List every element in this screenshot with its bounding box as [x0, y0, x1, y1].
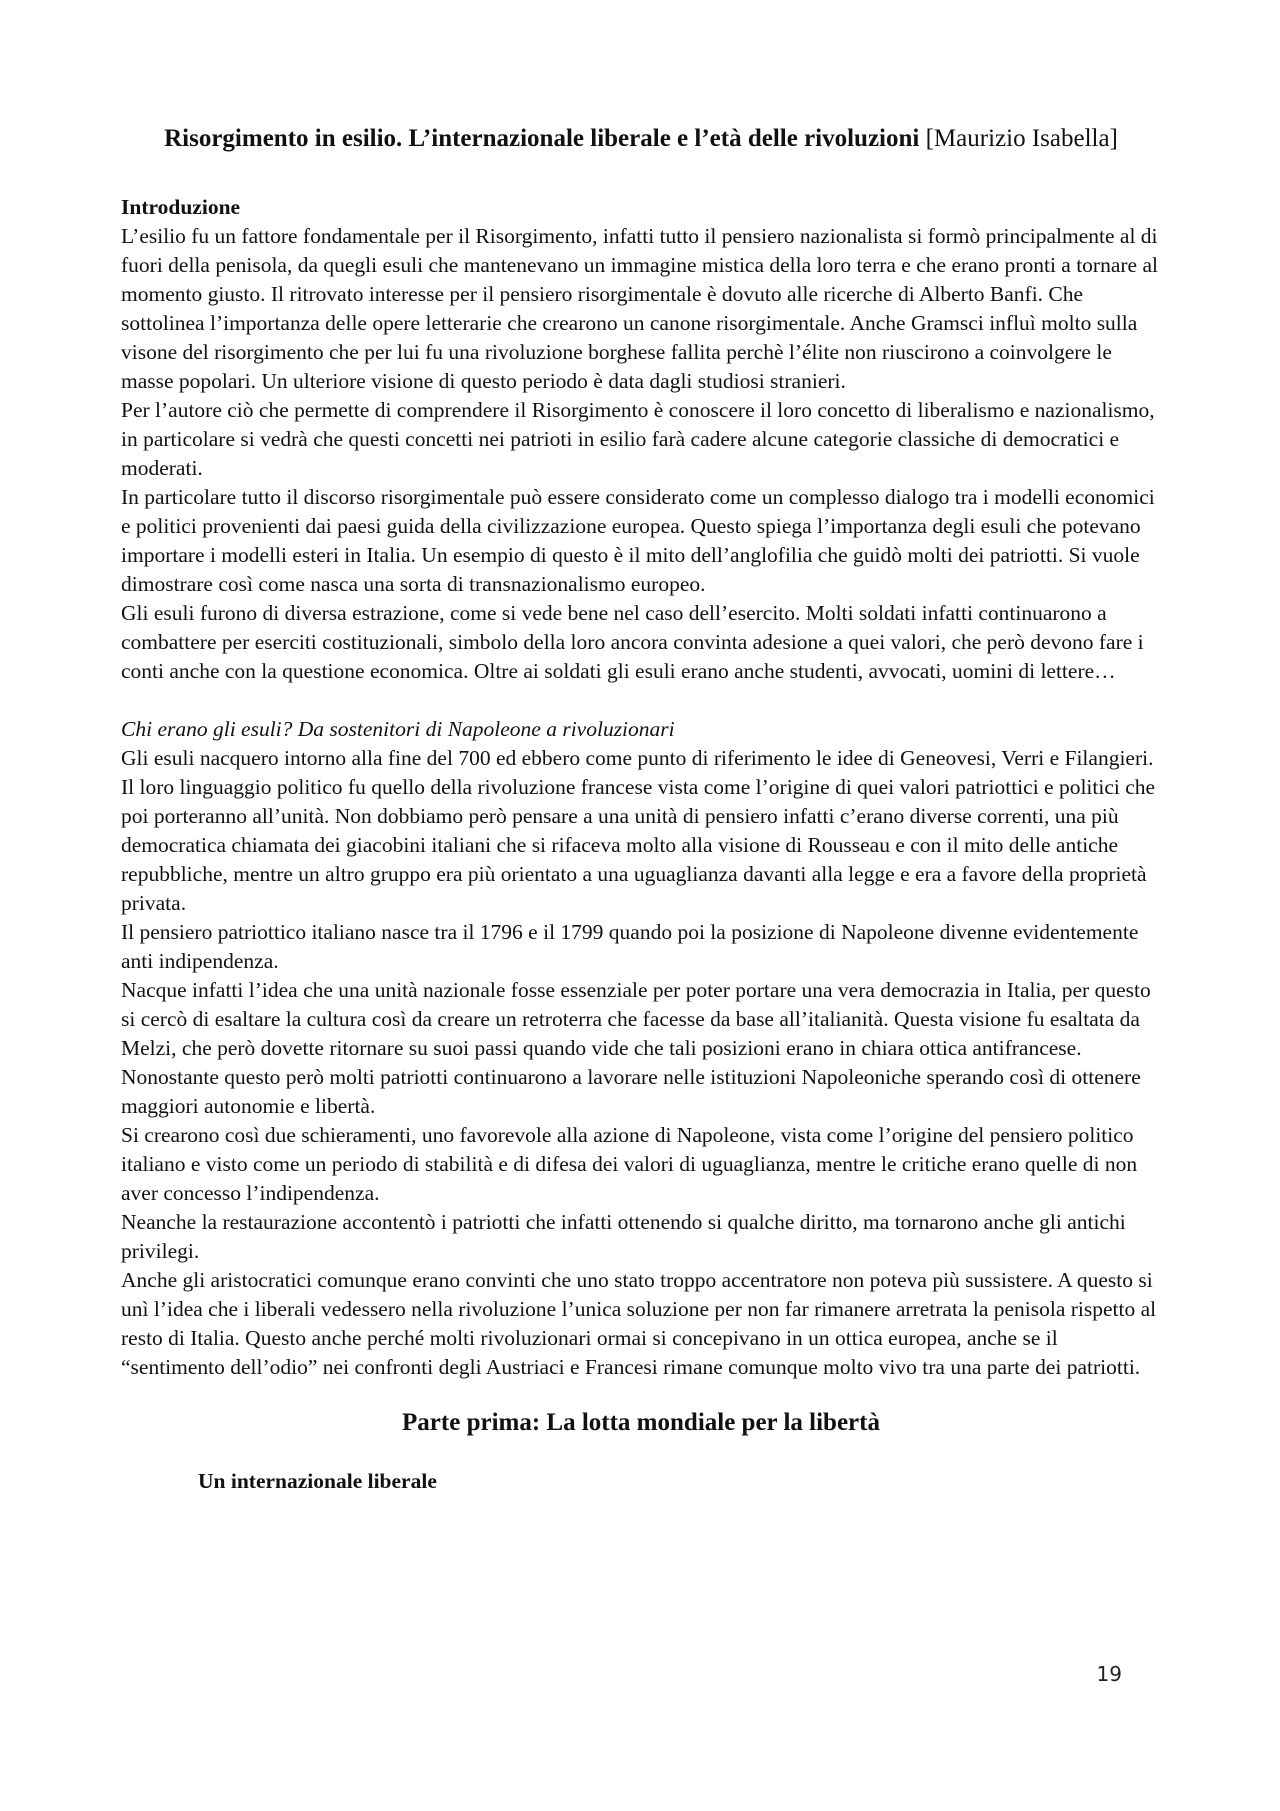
section-paragraph: Si crearono così due schieramenti, uno favorevole alla azione di Napoleone, vista come l’origine del pensiero politico italiano e visto come un periodo di stabilità e di difesa dei valori di uguaglianza, mentre le critiche erano quelle di non aver concesso l’indipendenza. — [121, 1123, 1138, 1205]
section-paragraph: Anche gli aristocratici comunque erano convinti che uno stato troppo accentratore non poteva più sussistere. A questo si unì l’idea che i liberali vedessero nella rivoluzione l’unica soluzione per non far rimanere arretrata la penisola rispetto al resto di Italia. Questo anche perché molti rivoluzionari ormai si concepivano in un ottica europea, anche se il “sentimento dell’odio” nei confronti degli Austriaci e Francesi rimane comunque molto vivo tra una parte dei patriotti. — [121, 1268, 1157, 1379]
intro-paragraph: In particolare tutto il discorso risorgimentale può essere considerato come un complesso dialogo tra i modelli economici e politici provenienti dai paesi guida della civilizzazione europea. Questo spiega l’importanza degli esuli che potevano importare i modelli esteri in Italia. Un esempio di questo è il mito dell’anglofilia che guidò molti dei patriotti. Si vuole dimostrare così come nasca una sorta di transnazionalismo europeo. — [121, 485, 1155, 596]
page-content — [121, 122, 1161, 1496]
title-author: [Maurizio Isabella] — [925, 125, 1118, 152]
page-number: 19 — [1096, 1662, 1122, 1686]
intro-paragraph: Per l’autore ciò che permette di comprendere il Risorgimento è conoscere il loro concetto di liberalismo e nazionalismo, in particolare si vedrà che questi concetti nei patrioti in esilio farà cadere alcune categorie classiche di democratici e moderati. — [121, 398, 1155, 480]
intro-heading: Introduzione — [121, 195, 241, 219]
section-paragraph: Il pensiero patriottico italiano nasce tra il 1796 e il 1799 quando poi la posizione di Napoleone divenne evidentemente anti indipendenza. — [121, 920, 1139, 973]
part-title: Parte prima: La lotta mondiale per la libertà — [402, 1409, 880, 1436]
document-title — [121, 122, 1161, 155]
title-main: Risorgimento in esilio. L’internazionale liberale e l’età delle rivoluzioni — [164, 125, 920, 152]
blank-line — [121, 686, 1161, 715]
intro-paragraph: Gli esuli furono di diversa estrazione, come si vede bene nel caso dell’esercito. Molti soldati infatti continuarono a combattere per eserciti costituzionali, simbolo della loro ancora convinta adesione a quei valori, che però devono fare i conti anche con la questione economica. Oltre ai soldati gli esuli erano anche studenti, avvocati, uomini di lettere… — [121, 601, 1144, 683]
section-paragraph: Nacque infatti l’idea che una unità nazionale fosse essenziale per poter portare una vera democrazia in Italia, per questo si cercò di esaltare la cultura così da creare un retroterra che facesse da base all’italianità. Questa visione fu esaltata da Melzi, che però dovette ritornare su suoi passi quando vide che tali posizioni erano in chiara ottica antifrancese. Nonostante questo però molti patriotti continuarono a lavorare nelle istituzioni Napoleoniche sperando così di ottenere maggiori autonomie e libertà. — [121, 978, 1151, 1118]
subsection-heading: Un internazionale liberale — [198, 1469, 437, 1493]
intro-paragraph: L’esilio fu un fattore fondamentale per il Risorgimento, infatti tutto il pensiero nazionalista si formò principalmente al di fuori della penisola, da quegli esuli che mantenevano un immagine mistica della loro terra e che erano pronti a tornare al momento giusto. Il ritrovato interesse per il pensiero risorgimentale è dovuto alle ricerche di Alberto Banfi. Che sottolinea l’importanza delle opere letterarie che crearono un canone risorgimentale. Anche Gramsci influì molto sulla visone del risorgimento che per lui fu una rivoluzione borghese fallita perchè l’élite non riuscirono a coinvolgere le masse popolari. Un ulteriore visione di questo periodo è data dagli studiosi stranieri. — [121, 224, 1158, 393]
section-paragraph: Il loro linguaggio politico fu quello della rivoluzione francese vista come l’origine di quei valori patriottici e politici che poi porteranno all’unità. Non dobbiamo però pensare a una unità di pensiero infatti c’erano diverse correnti, una più democratica chiamata dei giacobini italiani che si rifaceva molto alla visione di Rousseau e con il mito delle antiche repubbliche, mentre un altro gruppo era più orientato a una uguaglianza davanti alla legge e era a favore della proprietà privata. — [121, 775, 1156, 915]
section-paragraph: Gli esuli nacquero intorno alla fine del 700 ed ebbero come punto di riferimento le idee di Geneovesi, Verri e Filangieri. — [121, 746, 1154, 770]
section-heading-esuli: Chi erano gli esuli? Da sostenitori di Napoleone a rivoluzionari — [121, 717, 675, 741]
section-paragraph: Neanche la restaurazione accontentò i patriotti che infatti ottenendo si qualche diritto, ma tornarono anche gli antichi privilegi. — [121, 1210, 1126, 1263]
